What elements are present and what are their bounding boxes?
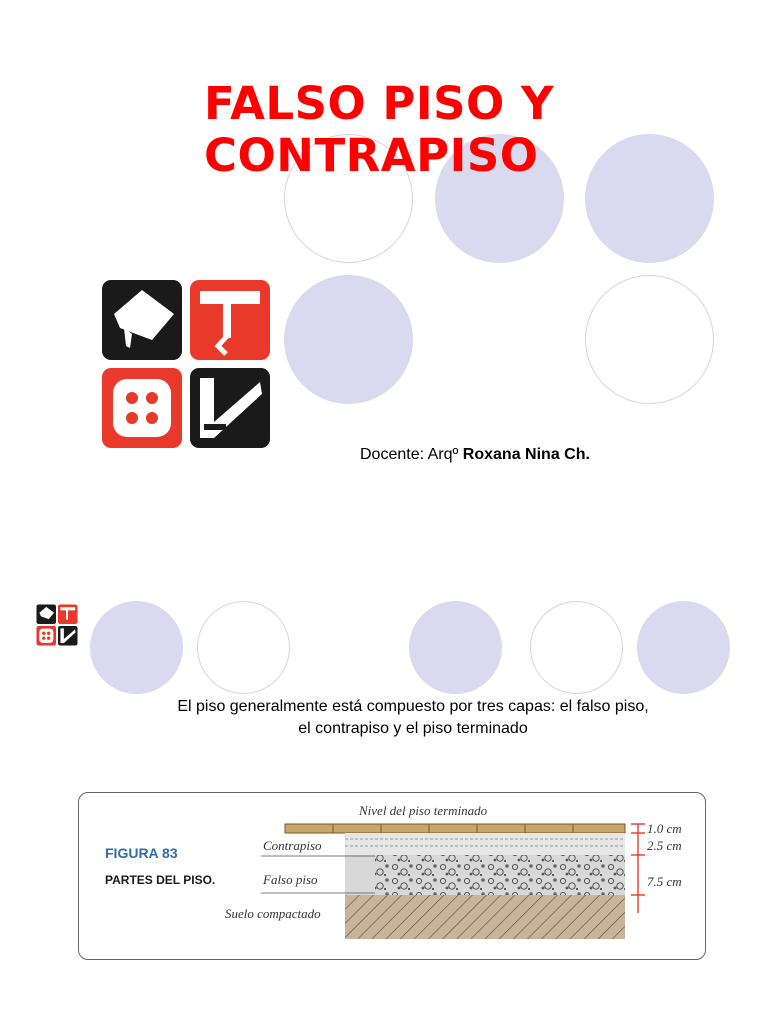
logo-trowel-icon bbox=[102, 280, 182, 360]
decor-circle bbox=[585, 275, 714, 404]
body-line-1: El piso generalmente está compuesto por tres capas: el falso piso, bbox=[177, 698, 649, 715]
dim-label-3: 7.5 cm bbox=[647, 874, 682, 889]
title-line-2: CONTRAPISO bbox=[204, 129, 539, 182]
docente-line bbox=[360, 446, 590, 464]
decor-circle bbox=[530, 601, 623, 694]
dim-label-2: 2.5 cm bbox=[647, 838, 682, 853]
docente-name: Roxana Nina Ch. bbox=[462, 446, 590, 463]
label-contrapiso: Contrapiso bbox=[263, 838, 322, 853]
label-suelo: Suelo compactado bbox=[225, 906, 321, 921]
logo-small-svg bbox=[36, 604, 78, 646]
decor-circle bbox=[409, 601, 502, 694]
slide-title bbox=[204, 78, 624, 182]
logo-large bbox=[100, 278, 272, 450]
decor-circle bbox=[197, 601, 290, 694]
figure-box bbox=[78, 792, 706, 960]
decor-circle bbox=[90, 601, 183, 694]
body-line-2: el contrapiso y el piso terminado bbox=[298, 720, 528, 737]
figure-number: FIGURA 83 bbox=[105, 845, 178, 861]
decor-circle bbox=[637, 601, 730, 694]
logo-small bbox=[36, 604, 78, 646]
dimension-markers bbox=[631, 824, 645, 913]
label-falso-piso: Falso piso bbox=[263, 872, 318, 887]
logo-t-icon bbox=[190, 280, 270, 360]
figure-caption: PARTES DEL PISO. bbox=[105, 873, 216, 887]
title-line-1: FALSO PISO Y bbox=[204, 77, 555, 130]
contrapiso-layer bbox=[345, 833, 625, 855]
body-paragraph bbox=[110, 696, 716, 740]
logo-svg bbox=[100, 278, 272, 450]
logo-v-icon bbox=[190, 368, 270, 448]
decor-circle bbox=[284, 275, 413, 404]
docente-prefix: Docente: Arqº bbox=[360, 446, 463, 463]
finished-floor-layer bbox=[285, 824, 625, 833]
label-nivel-piso: Nivel del piso terminado bbox=[359, 803, 488, 818]
dim-label-1: 1.0 cm bbox=[647, 821, 682, 836]
logo-dots-icon bbox=[102, 368, 182, 448]
